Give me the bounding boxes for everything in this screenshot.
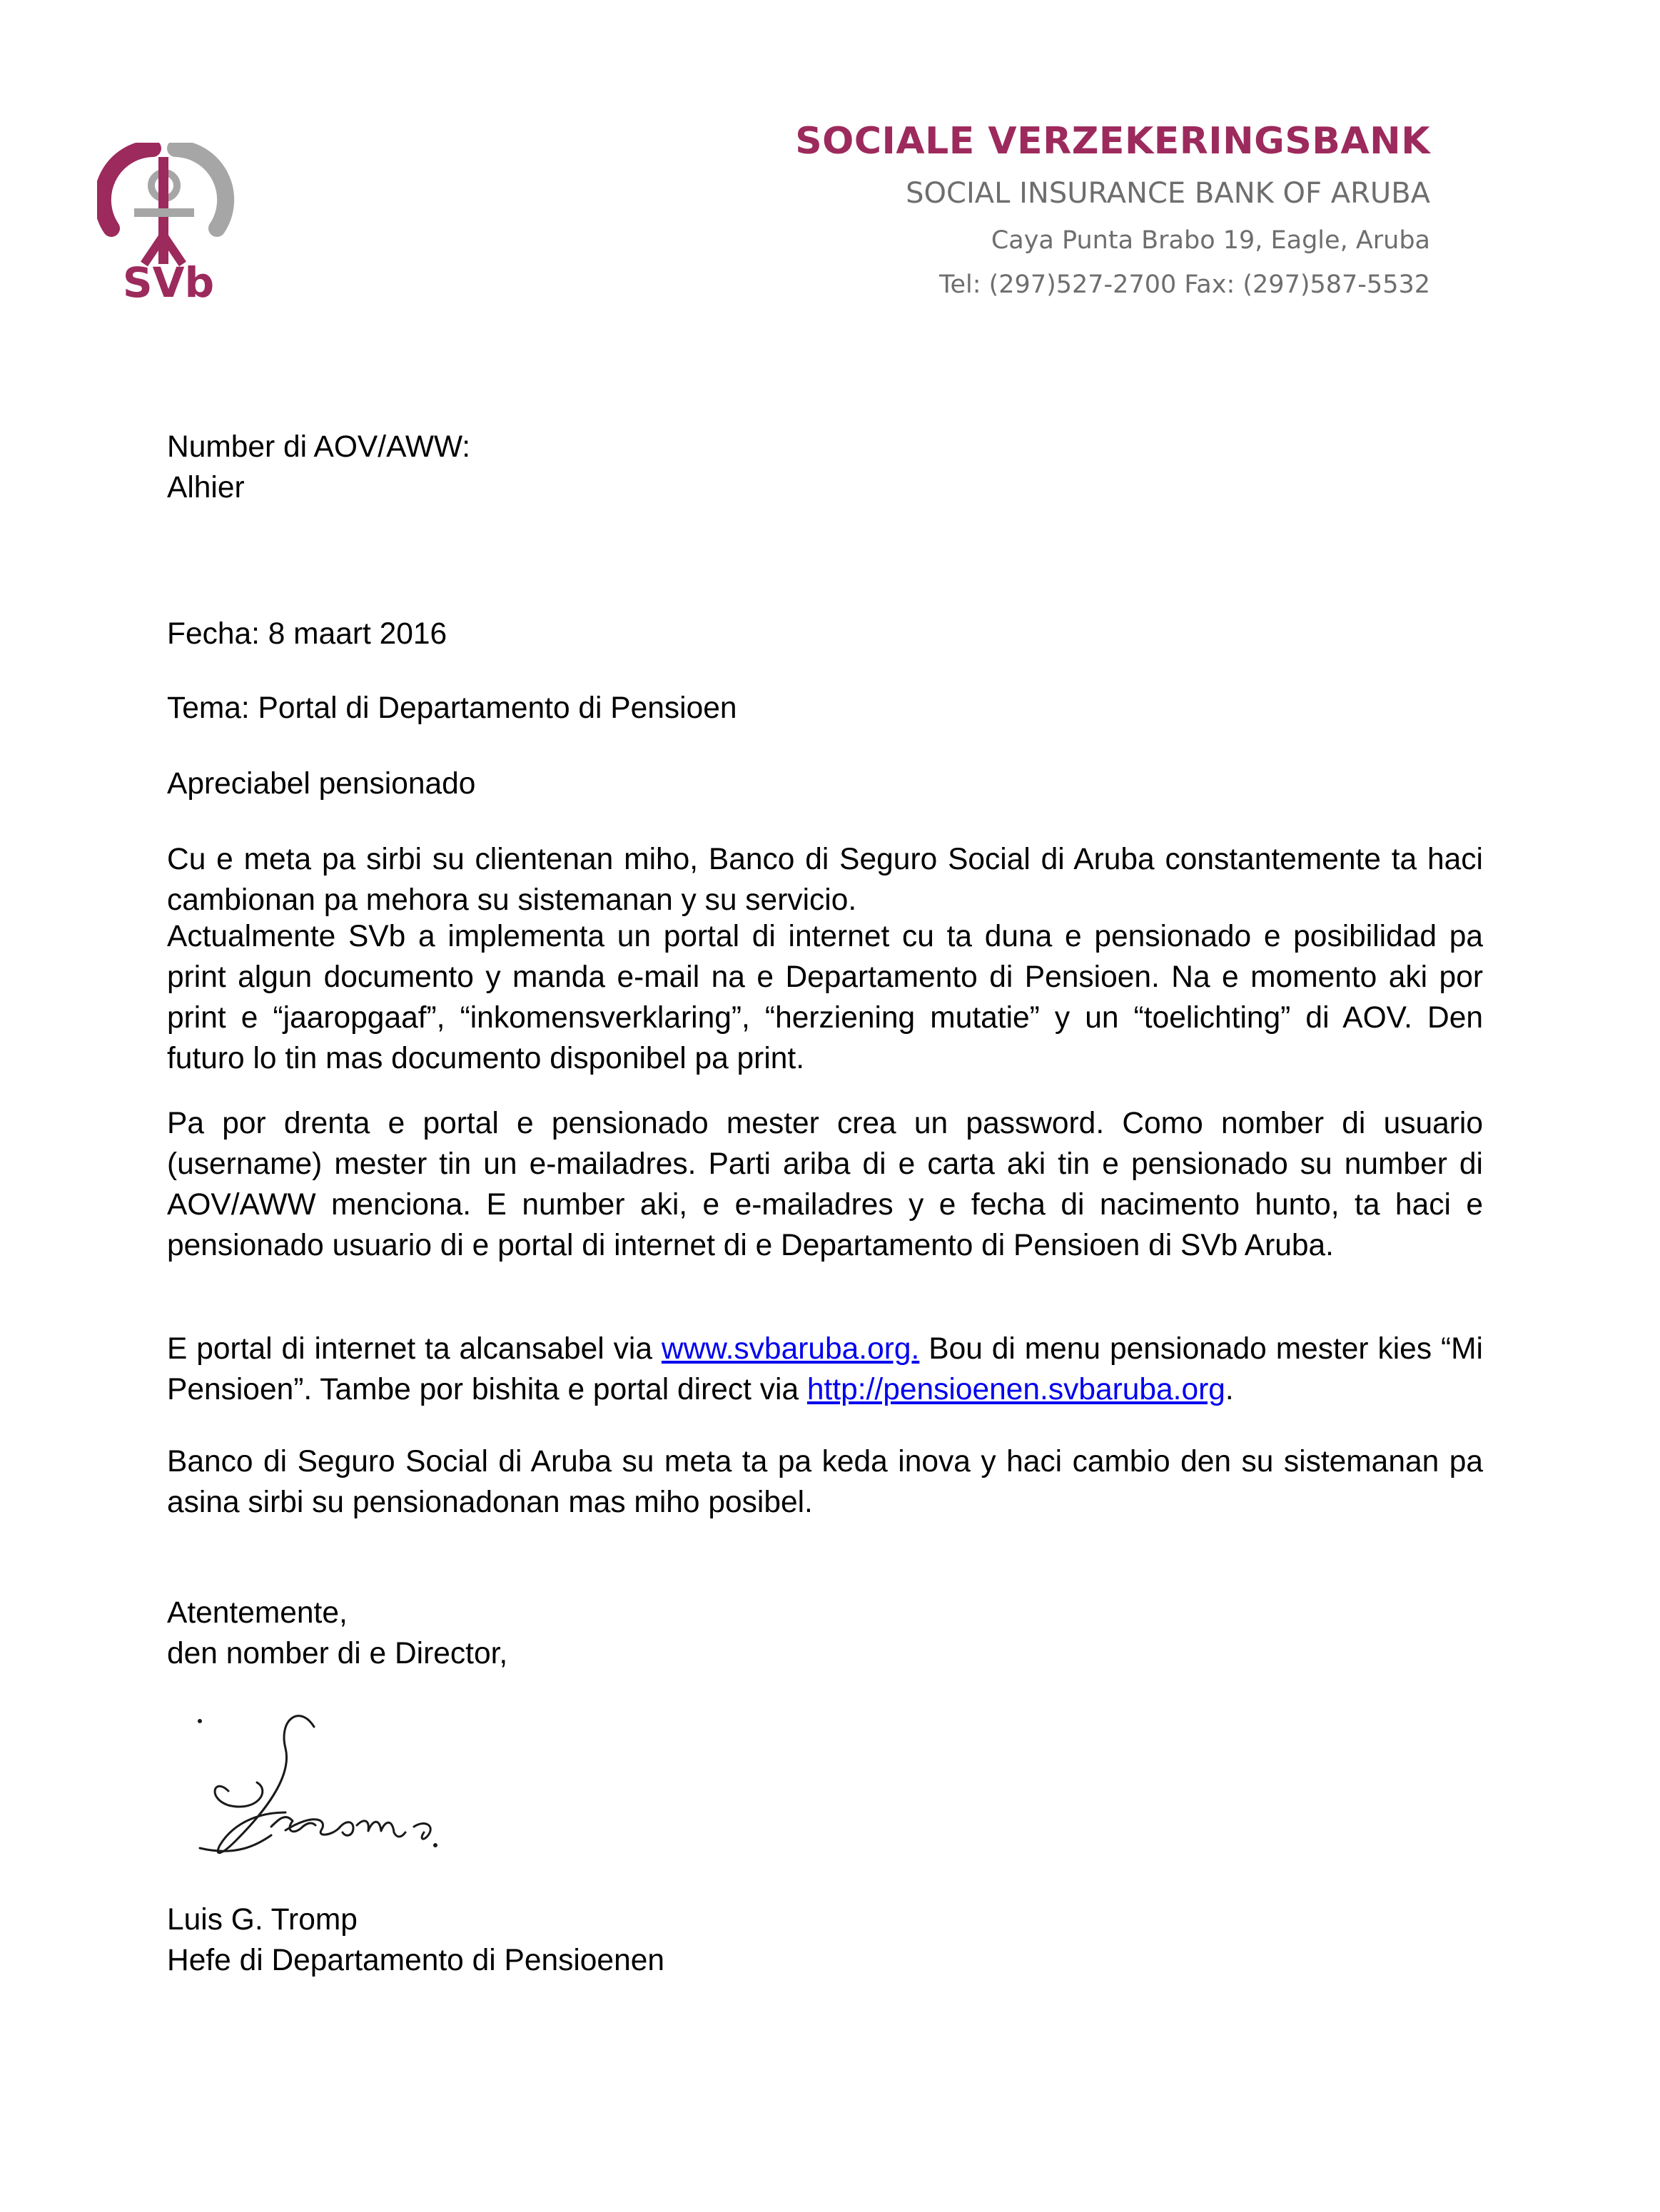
letter-paragraph-3: Pa por drenta e portal e pensionado mester crea un password. Como nomber di usuario (username) mester tin un e-mailadres. Parti ariba di e carta aki tin e pensionado su number di AOV/AWW menciona. E number aki, e e-mailadres y e fecha di nacimento hunto, ta haci e pensionado usuario di e portal di internet di e Departamento di Pensioen di SVb Aruba. xyxy=(167,1107,1483,1262)
letter-date: Fecha: 8 maart 2016 xyxy=(167,617,447,651)
recipient-block xyxy=(167,427,1483,508)
logo-text: SVb xyxy=(122,258,215,303)
closing-line-2: den nomber di e Director, xyxy=(167,1637,508,1670)
recipient-location: Alhier xyxy=(167,471,245,504)
paragraph-4-text-a: E portal di internet ta alcansabel via xyxy=(167,1332,662,1366)
paragraph-4-text-b: Bou di menu pensionado mester kies “Mi Pensioen”. Tambe por bishita e portal direct via xyxy=(167,1332,1483,1406)
org-phone-fax: Tel: (297)527-2700 Fax: (297)587-5532 xyxy=(939,270,1430,299)
closing-block xyxy=(167,1593,1483,1674)
org-name: SOCIALE VERZEKERINGSBANK xyxy=(795,120,1430,163)
letter-paragraph-5: Banco di Seguro Social di Aruba su meta ta pa keda inova y haci cambio den su sistemanan pa asina sirbi su pensionadonan mas miho posibel. xyxy=(167,1445,1483,1519)
letter-paragraph-1: Cu e meta pa sirbi su clientenan miho, Banco di Seguro Social di Aruba constantemente ta haci cambionan pa mehora su sistemanan y su servicio. xyxy=(167,843,1483,917)
signatory-block xyxy=(167,1899,1483,1981)
org-address: Caya Punta Brabo 19, Eagle, Aruba xyxy=(991,226,1430,255)
svb-logo xyxy=(97,143,240,303)
signatory-title: Hefe di Departamento di Pensioenen xyxy=(167,1944,664,1977)
aov-number-label: Number di AOV/AWW: xyxy=(167,430,471,464)
pensioenen-portal-link[interactable]: http://pensioenen.svbaruba.org xyxy=(806,1373,1225,1406)
letter-paragraph-2: Actualmente SVb a implementa un portal di internet cu ta duna e pensionado e posibilidad pa print algun documento y manda e-mail na e Departamento di Pensioen. Na e momento aki por print e “jaaropgaaf”, “inkomensverklaring”, “herziening mutatie” y un “toelichting” di AOV. Den futuro lo tin mas documento disponibel pa print. xyxy=(167,920,1483,1075)
svbaruba-website-link[interactable]: www.svbaruba.org. xyxy=(661,1332,920,1366)
closing-line: Atentemente, xyxy=(167,1596,348,1630)
paragraph-4-text-c: . xyxy=(1225,1373,1234,1406)
letter-paragraph-4 xyxy=(167,1329,1483,1410)
signatory-name: Luis G. Tromp xyxy=(167,1903,358,1937)
handwritten-signature xyxy=(178,1705,478,1877)
svb-logo-mark xyxy=(97,143,240,303)
signature-drawing xyxy=(178,1705,478,1877)
org-name-english: SOCIAL INSURANCE BANK OF ARUBA xyxy=(906,177,1430,210)
letter-salutation: Apreciabel pensionado xyxy=(167,767,476,801)
letterhead xyxy=(795,114,1430,307)
letter-subject: Tema: Portal di Departamento di Pensioen xyxy=(167,691,737,725)
